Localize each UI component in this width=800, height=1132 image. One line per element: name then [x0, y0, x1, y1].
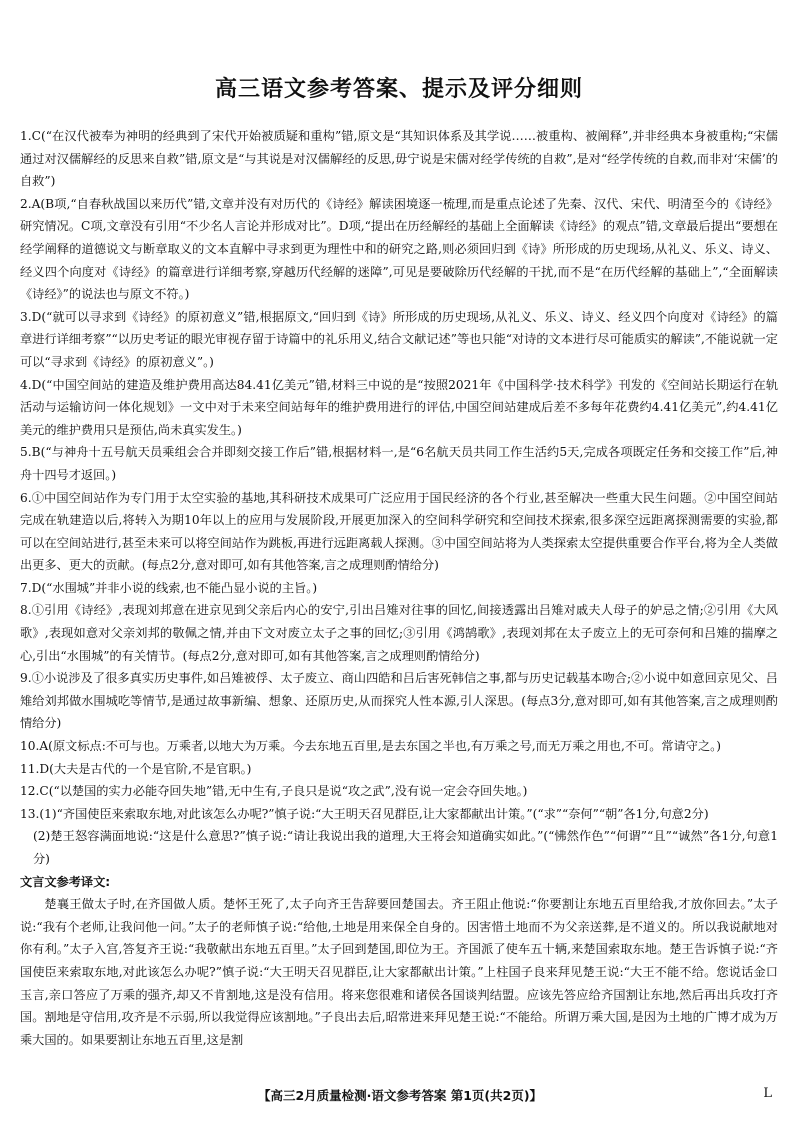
page-footer: 【高三2月质量检测·语文参考答案 第1页(共2页)】 — [257, 1088, 543, 1103]
answer-item-13-1: 13.(1)“齐国使臣来索取东地,对此该怎么办呢?”慎子说:“大王明天召见群臣,让大家都献出计策。”(“求”“奈何”“朝”各1分,句意2分) — [20, 806, 709, 821]
translation-heading: 文言文参考译文: — [20, 874, 111, 889]
translation-paragraph: 楚襄王做太子时,在齐国做人质。楚怀王死了,太子向齐王告辞要回楚国去。齐王阻止他说:“你要割让东地五百里给我,才放你回去。”太子说:“我有个老师,让我问他一问。”太子的老师慎子说:“给他,土地是用来保全自身的。因害惜土地而不为父亲送葬,是不道义的。所以我说献地对你有利。”太子入宫,答复齐王说:“我敬献出东地五百里。”太子回到楚国,即位为王。齐国派了使车五十辆,来楚国索取东地。楚王告诉慎子说:“齐国使臣来索取东地,对此该怎么办呢?”慎子说:“大王明天召见群臣,让大家都献出计策。”上柱国子良来拜见楚王说:“大王不能不给。您说话金口玉言,亲口答应了万乘的强齐,却又不肯割地,这是没有信用。将来您很难和诸侯各国谈判结盟。应该先答应给齐国割让东地,然后再出兵攻打齐国。割地是守信用,攻齐是不示弱,所以我觉得应该割地。”子良出去后,昭常进来拜见楚王说:“不能给。所谓万乘大国,是因为土地的广博才成为万乘大国的。如果要割让东地五百里,这是割 — [20, 897, 778, 1047]
answer-item-3: 3.D(“就可以寻求到《诗经》的原初意义”错,根据原文,“回归到《诗》所形成的历史现场,从礼义、乐义、诗义、经义四个向度对《诗经》的篇章进行详细考察”“以历史考证的眼光审视存留于诗篇中的礼乐用义,结合文献记述”等也只能“对诗的文本进行尽可能质实的解读”,不能说就一定可以“寻求到《诗经》的原初意义”。) — [20, 309, 778, 369]
answer-item-9: 9.①小说涉及了很多真实历史事件,如吕雉被俘、太子废立、商山四皓和吕后害死韩信之事,都与历史记载基本吻合;②小说中如意回京见父、吕雉给刘邦做水围城吃等情节,是通过故事新编、想象、还原历史,从而探究人性本源,引人深思。(每点3分,意对即可,如有其他答案,言之成理则酌情给分) — [20, 671, 778, 731]
answer-item-4: 4.D(“中国空间站的建造及维护费用高达84.41亿美元”错,材料三中说的是“按照2021年《中国科学·技术科学》刊发的《空间站长期运行在轨活动与运输访问一体化规划》一文中对于未来空间站每年的维护费用进行的评估,中国空间站建成后差不多每年花费约4.41亿美元”,约4.41亿美元的维护费用只是预估,尚未真实发生。) — [20, 377, 779, 437]
answer-item-11: 11.D(大夫是古代的一个是官阶,不是官职。) — [20, 761, 252, 776]
footer-mark: L — [763, 1086, 772, 1101]
answer-item-1: 1.C(“在汉代被奉为神明的经典到了宋代开始被质疑和重构”错,原文是“其知识体系及其学说……被重构、被阐释”,并非经典本身被重构;“宋儒通过对汉儒解经的反思来自救”错,原文是“与其说是对汉儒解经的反思,毋宁说是宋儒对经学传统的自救”,是对“经学传统的自救,而非对‘宋儒’的自救”) — [20, 129, 778, 189]
answer-item-5: 5.B(“与神舟十五号航天员乘组会合并即刻交接工作后”错,根据材料一,是“6名航天员共同工作生活约5天,完成各项既定任务和交接工作”后,神舟十四号才返回。) — [20, 445, 778, 482]
answer-item-6: 6.①中国空间站作为专门用于太空实验的基地,其科研技术成果可广泛应用于国民经济的各个行业,甚至解决一些重大民生问题。②中国空间站完成在轨建造以后,将转入为期10年以上的应用与发展阶段,开展更加深入的空间科学研究和空间技术探索,很多深空远距离探测需要的实验,都可以在空间站进行,甚至未来可以将空间站作为跳板,再进行远距离载人探测。③中国空间站将为人类探索太空提供重要合作平台,将为全人类做出更多、更大的贡献。(每点2分,意对即可,如有其他答案,言之成理则酌情给分) — [20, 490, 778, 573]
answer-item-8: 8.①引用《诗经》,表现刘邦意在进京见到父亲后内心的安宁,引出吕雉对往事的回忆,间接透露出吕雉对戚夫人母子的妒忌之情;②引用《大风歌》,表现如意对父亲刘邦的敬佩之情,并由下文对废立太子之事的回忆;③引用《鸿鹄歌》,表现刘邦在太子废立上的无可奈何和吕雉的揣摩之心,引出“水围城”的有关情节。(每点2分,意对即可,如有其他答案,言之成理则酌情给分) — [20, 603, 778, 663]
answer-item-13-2: (2)楚王怒容满面地说:“这是什么意思?”慎子说:“请让我说出我的道理,大王将会知道确实如此。”(“怫然作色”“何谓”“且”“诚然”各1分,句意1分) — [33, 829, 778, 866]
answer-item-10: 10.A(原文标点:不可与也。万乘者,以地大为万乘。今去东地五百里,是去东国之半也,有万乘之号,而无万乘之用也,不可。常请守之。) — [20, 739, 722, 754]
answer-item-7: 7.D(“水围城”并非小说的线索,也不能凸显小说的主旨。) — [20, 580, 318, 595]
page-title: 高三语文参考答案、提示及评分细则 — [214, 77, 583, 102]
answer-item-2: 2.A(B项,“自春秋战国以来历代”错,文章并没有对历代的《诗经》解读困境逐一梳理,而是重点论述了先秦、汉代、宋代、明清至今的《诗经》研究情况。C项,文章没有引用“不少名人言论并形成对比”。D项,“提出在历经解经的基础上全面解读《诗经》的观点”错,文章最后提出“要想在经学阐释的道德说文与断章取义的文本直解中寻求到更为理性中和的研究之路,则必须回归到《诗》所形成的历史现场,从礼义、乐义、诗义、经义四个向度对《诗经》的篇章进行详细考察,穿越历代经解的迷障”,可见是要破除历代经解的干扰,而不是“在历代经解的基础上”,“全面解读《诗经》”的说法也与原文不符。) — [20, 196, 778, 302]
answer-list — [20, 125, 778, 1051]
answer-item-12: 12.C(“以楚国的实力必能夺回失地”错,无中生有,子良只是说“攻之武”,没有说一定会夺回失地。) — [20, 784, 528, 799]
